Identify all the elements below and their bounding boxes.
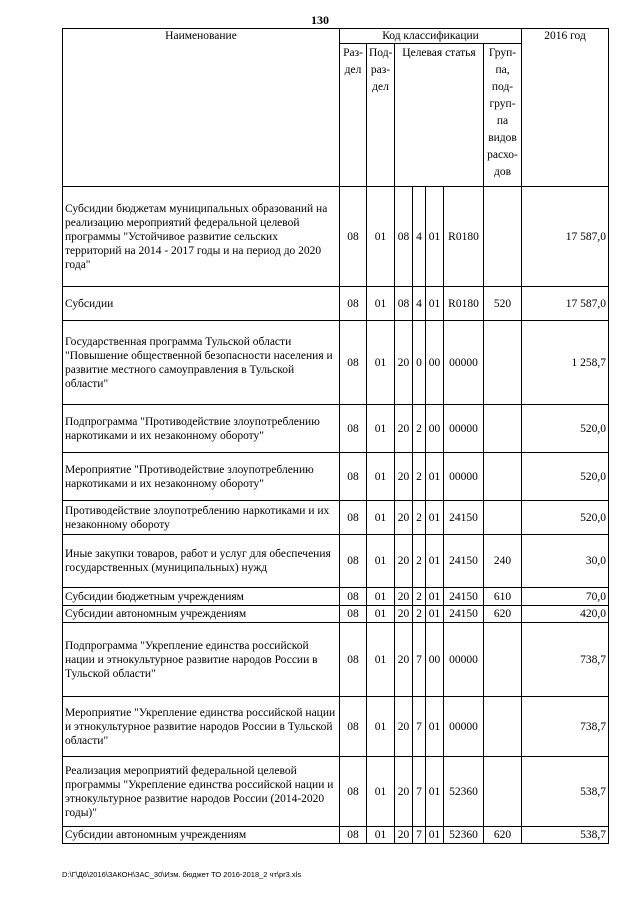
row-target-direction: 24150: [444, 588, 484, 606]
row-razdel: 08: [340, 501, 367, 535]
table-row: [63, 187, 609, 287]
row-target-event: 01: [426, 453, 444, 501]
row-podrazdel: 01: [367, 287, 395, 321]
row-target-program: 20: [395, 535, 413, 588]
row-name: Субсидии автономным учреждениям: [63, 606, 340, 623]
row-target-direction: 24150: [444, 535, 484, 588]
row-target-subprogram: 2: [413, 501, 426, 535]
row-razdel: 08: [340, 697, 367, 757]
row-expense-type: [484, 623, 522, 697]
row-expense-type: 610: [484, 588, 522, 606]
row-target-subprogram: 7: [413, 623, 426, 697]
row-target-program: 20: [395, 757, 413, 827]
row-target-subprogram: 7: [413, 757, 426, 827]
row-razdel: 08: [340, 187, 367, 287]
row-podrazdel: 01: [367, 757, 395, 827]
table-row: [63, 588, 609, 606]
row-target-direction: 00000: [444, 623, 484, 697]
row-target-subprogram: 2: [413, 405, 426, 453]
row-expense-type: [484, 405, 522, 453]
row-name: Подпрограмма "Противодействие злоупотреблению наркотиками и их незаконному обороту": [63, 405, 340, 453]
row-name: Субсидии автономным учреждениям: [63, 827, 340, 844]
row-razdel: 08: [340, 757, 367, 827]
row-razdel: 08: [340, 588, 367, 606]
page-number: 130: [311, 13, 329, 27]
row-amount: 520,0: [522, 453, 609, 501]
row-podrazdel: 01: [367, 606, 395, 623]
row-name: Мероприятие "Противодействие злоупотреблению наркотиками и их незаконному обороту": [63, 453, 340, 501]
header-row-1: [63, 29, 609, 44]
row-target-direction: 00000: [444, 405, 484, 453]
row-target-direction: 00000: [444, 321, 484, 405]
row-target-event: 01: [426, 827, 444, 844]
row-amount: 520,0: [522, 405, 609, 453]
row-podrazdel: 01: [367, 501, 395, 535]
row-target-event: 01: [426, 588, 444, 606]
row-target-event: 00: [426, 321, 444, 405]
row-target-direction: 52360: [444, 827, 484, 844]
file-path-footer: D:\Г\Д6\2016\ЗАКОН\ЗАС_30\Изм. бюджет ТО 2016-2018_2 чт\рr3.xls: [62, 870, 302, 879]
row-expense-type: 520: [484, 287, 522, 321]
row-amount: 70,0: [522, 588, 609, 606]
row-amount: 420,0: [522, 606, 609, 623]
row-razdel: 08: [340, 321, 367, 405]
row-amount: 738,7: [522, 697, 609, 757]
row-name: Иные закупки товаров, работ и услуг для обеспечения государственных (муниципальных) нужд: [63, 535, 340, 588]
row-target-direction: 52360: [444, 757, 484, 827]
row-target-event: 01: [426, 287, 444, 321]
row-name: Субсидии: [63, 287, 340, 321]
row-name: Субсидии бюджетным учреждениям: [63, 588, 340, 606]
row-podrazdel: 01: [367, 405, 395, 453]
row-target-program: 20: [395, 588, 413, 606]
row-name: Подпрограмма "Укрепление единства российской нации и этнокультурное развитие народов России в Тульской области": [63, 623, 340, 697]
row-razdel: 08: [340, 453, 367, 501]
row-amount: 538,7: [522, 757, 609, 827]
header-razdel: Раз-дел: [340, 44, 367, 187]
row-razdel: 08: [340, 827, 367, 844]
row-expense-type: [484, 757, 522, 827]
row-target-direction: R0180: [444, 287, 484, 321]
row-name: Реализация мероприятий федеральной целевой программы "Укрепление единства российской нации и этнокультурное развитие народов России (2014-2020 годы)": [63, 757, 340, 827]
row-target-direction: 24150: [444, 606, 484, 623]
row-target-subprogram: 7: [413, 697, 426, 757]
table-row: [63, 757, 609, 827]
row-target-event: 01: [426, 697, 444, 757]
row-target-subprogram: 7: [413, 827, 426, 844]
row-target-program: 20: [395, 501, 413, 535]
row-target-program: 08: [395, 187, 413, 287]
row-target-event: 01: [426, 757, 444, 827]
budget-table: [62, 28, 609, 844]
row-razdel: 08: [340, 606, 367, 623]
row-expense-type: 620: [484, 827, 522, 844]
table-body: [63, 187, 609, 844]
row-target-event: 01: [426, 606, 444, 623]
row-target-direction: 00000: [444, 697, 484, 757]
row-podrazdel: 01: [367, 321, 395, 405]
table-row: [63, 405, 609, 453]
row-name: Субсидии бюджетам муниципальных образований на реализацию мероприятий федеральной целевой программы "Устойчивое развитие сельских территорий на 2014 - 2017 годы и на период до 2020 года": [63, 187, 340, 287]
row-target-event: 00: [426, 405, 444, 453]
row-amount: 17 587,0: [522, 287, 609, 321]
row-razdel: 08: [340, 535, 367, 588]
row-target-subprogram: 2: [413, 453, 426, 501]
row-target-program: 20: [395, 453, 413, 501]
row-amount: 1 258,7: [522, 321, 609, 405]
row-target-subprogram: 0: [413, 321, 426, 405]
row-podrazdel: 01: [367, 453, 395, 501]
table-row: [63, 453, 609, 501]
table-row: [63, 606, 609, 623]
row-expense-type: [484, 453, 522, 501]
row-target-subprogram: 2: [413, 606, 426, 623]
row-name: Противодействие злоупотреблению наркотиками и их незаконному обороту: [63, 501, 340, 535]
row-target-event: 01: [426, 187, 444, 287]
table-row: [63, 287, 609, 321]
table-row: [63, 535, 609, 588]
row-razdel: 08: [340, 287, 367, 321]
row-target-program: 20: [395, 606, 413, 623]
row-name: Мероприятие "Укрепление единства российской нации и этнокультурное развитие народов России в Тульской области": [63, 697, 340, 757]
row-razdel: 08: [340, 405, 367, 453]
row-amount: 738,7: [522, 623, 609, 697]
row-target-program: 20: [395, 321, 413, 405]
row-target-direction: R0180: [444, 187, 484, 287]
row-target-event: 01: [426, 535, 444, 588]
row-target-subprogram: 4: [413, 187, 426, 287]
table-row: [63, 697, 609, 757]
row-podrazdel: 01: [367, 827, 395, 844]
row-expense-type: [484, 501, 522, 535]
row-podrazdel: 01: [367, 588, 395, 606]
header-podrazdel: Под-раз-дел: [367, 44, 395, 187]
row-name: Государственная программа Тульской области "Повышение общественной безопасности населения и развитие местного самоуправления в Тульской области": [63, 321, 340, 405]
header-classification: Код классификации: [340, 29, 522, 44]
header-target-article: Целевая статья: [395, 44, 484, 171]
row-target-program: 20: [395, 697, 413, 757]
row-expense-type: [484, 187, 522, 287]
row-target-direction: 00000: [444, 453, 484, 501]
header-expense-type: Груп-па, под-груп-па видов расхо-дов: [484, 44, 522, 187]
row-target-event: 01: [426, 501, 444, 535]
header-target-blank: [395, 170, 484, 186]
row-expense-type: [484, 321, 522, 405]
row-target-direction: 24150: [444, 501, 484, 535]
header-year: 2016 год: [522, 29, 609, 187]
table-row: [63, 321, 609, 405]
row-target-event: 00: [426, 623, 444, 697]
row-target-program: 20: [395, 827, 413, 844]
row-amount: 30,0: [522, 535, 609, 588]
row-podrazdel: 01: [367, 187, 395, 287]
row-target-subprogram: 2: [413, 535, 426, 588]
row-amount: 17 587,0: [522, 187, 609, 287]
row-target-subprogram: 4: [413, 287, 426, 321]
row-podrazdel: 01: [367, 697, 395, 757]
row-target-subprogram: 2: [413, 588, 426, 606]
table-row: [63, 623, 609, 697]
row-razdel: 08: [340, 623, 367, 697]
row-expense-type: [484, 697, 522, 757]
row-amount: 538,7: [522, 827, 609, 844]
row-target-program: 20: [395, 623, 413, 697]
table-row: [63, 827, 609, 844]
header-name: Наименование: [63, 29, 340, 187]
row-expense-type: 240: [484, 535, 522, 588]
row-podrazdel: 01: [367, 535, 395, 588]
row-expense-type: 620: [484, 606, 522, 623]
row-podrazdel: 01: [367, 623, 395, 697]
row-amount: 520,0: [522, 501, 609, 535]
row-target-program: 20: [395, 405, 413, 453]
table-row: [63, 501, 609, 535]
row-target-program: 08: [395, 287, 413, 321]
